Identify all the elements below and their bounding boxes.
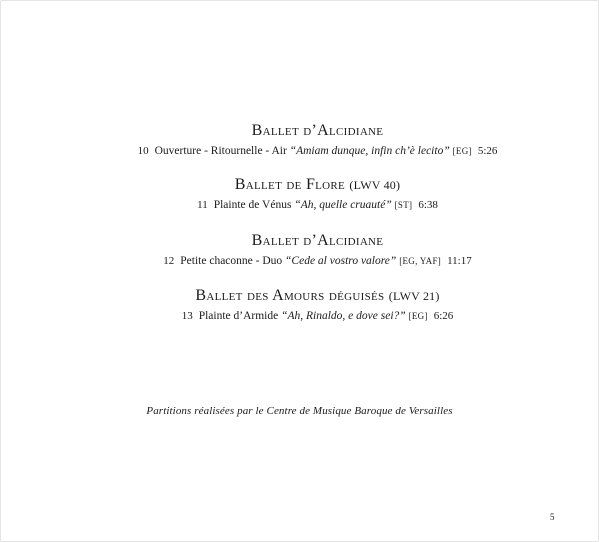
- section-title-text: Ballet des Amours déguisés: [195, 287, 385, 304]
- track-number: 13: [181, 310, 193, 322]
- track-duration: 6:26: [433, 310, 454, 322]
- section-title-text: Ballet d’Alcidiane: [251, 232, 384, 249]
- track-13: [36, 308, 599, 324]
- track-11: [36, 197, 599, 213]
- credit-text: Partitions réalisées par le Centre de Musique Baroque de Versailles: [146, 405, 453, 417]
- page-number: 5: [550, 512, 555, 522]
- track-performers: [ST]: [394, 200, 413, 210]
- section-catalog: (LWV 40): [349, 178, 401, 192]
- track-title: Ouverture - Ritournelle - Air: [154, 145, 290, 157]
- track-performers: [EG]: [452, 146, 472, 156]
- section-title: [36, 175, 599, 195]
- track-12: [36, 253, 599, 269]
- tracklist: [0, 121, 599, 324]
- track-performers: [EG, YAF]: [399, 256, 442, 266]
- track-title: Plainte de Vénus: [213, 199, 295, 211]
- track-10: [36, 143, 599, 159]
- track-duration: 5:26: [477, 145, 498, 157]
- section-title-text: Ballet de Flore: [234, 176, 346, 193]
- track-number: 10: [137, 145, 149, 157]
- track-number: 11: [197, 199, 208, 211]
- section-catalog: (LWV 21): [388, 289, 440, 303]
- section-ballet-amours-deguises: [36, 286, 599, 324]
- track-quote: “Cede al vostro valore”: [285, 255, 397, 267]
- section-ballet-alcidiane-1: [36, 121, 599, 159]
- track-quote: “Ah, Rinaldo, e dove sei?”: [281, 310, 406, 322]
- track-quote: “Amiam dunque, infin ch’è lecito”: [289, 145, 450, 157]
- section-ballet-alcidiane-2: [36, 231, 599, 269]
- track-title: Plainte d’Armide: [198, 310, 282, 322]
- track-performers: [EG]: [408, 311, 428, 321]
- track-number: 12: [163, 255, 175, 267]
- section-title: [36, 286, 599, 306]
- section-ballet-de-flore: [36, 175, 599, 213]
- track-title: Petite chaconne - Duo: [180, 255, 286, 267]
- section-title: [36, 121, 599, 141]
- section-title-text: Ballet d’Alcidiane: [251, 122, 384, 139]
- section-title: [36, 231, 599, 251]
- track-quote: “Ah, quelle cruauté”: [294, 199, 392, 211]
- track-duration: 6:38: [418, 199, 438, 211]
- track-duration: 11:17: [447, 255, 472, 267]
- score-credit: [0, 405, 599, 417]
